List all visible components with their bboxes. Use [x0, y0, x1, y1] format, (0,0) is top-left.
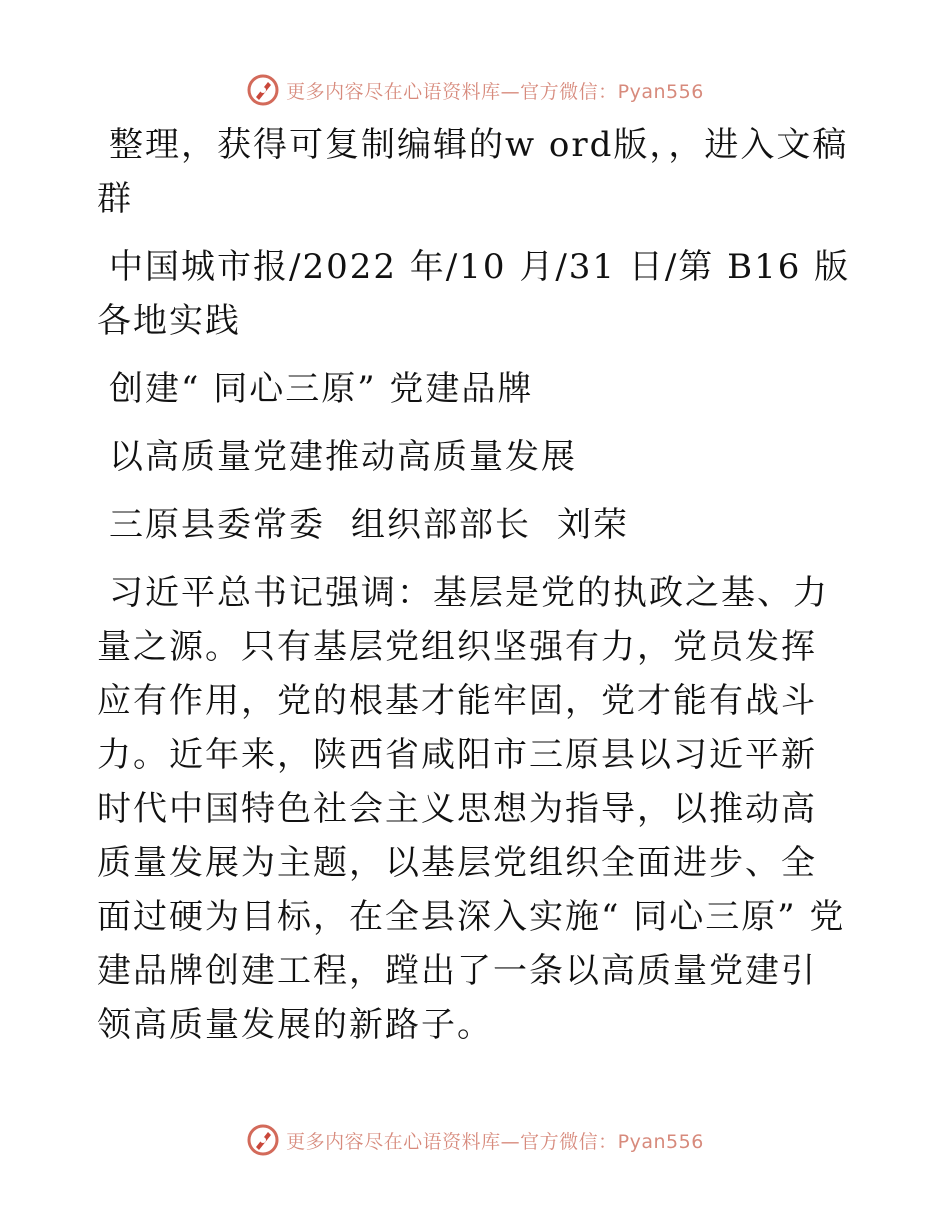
author-title-1: 三原县委常委	[109, 505, 325, 545]
pen-nib-seal-icon	[246, 73, 280, 107]
watermark-text: 更多内容尽在心语资料库—官方微信：Pyan556	[286, 80, 704, 103]
body-paragraph: 习近平总书记强调：基层是党的执政之基、力量之源。只有基层党组织坚强有力，党员发挥应有作用，党的根基才能牢固，党才能有战斗力。近年来，陕西省咸阳市三原县以习近平新时代中国特色社会主义思想为指导，以推动高质量发展为主题，以基层党组织全面进步、全面过硬为目标，在全县深入实施“ 同心三原” 党建品牌创建工程，蹚出了一条以高质量党建引领高质量发展的新路子。	[97, 573, 846, 1045]
article-subtitle: 以高质量党建推动高质量发展	[109, 437, 577, 477]
author-title-2: 组织部部长	[351, 505, 531, 545]
header-watermark	[0, 70, 950, 110]
watermark-text: 更多内容尽在心语资料库—官方微信：Pyan556	[286, 1130, 704, 1153]
author-name: 刘荣	[557, 505, 629, 545]
source-line: 中国城市报/2022 年/10 月/31 日/第 B16 版各地实践	[97, 247, 851, 341]
article-title: 创建“ 同心三原” 党建品牌	[109, 369, 534, 409]
pen-nib-seal-icon	[246, 1123, 280, 1157]
author-byline	[97, 498, 852, 552]
intro-note: 整理，获得可复制编辑的w ord版，，进入文稿群	[97, 125, 849, 219]
footer-watermark	[0, 1120, 950, 1160]
document-body	[97, 118, 852, 1066]
